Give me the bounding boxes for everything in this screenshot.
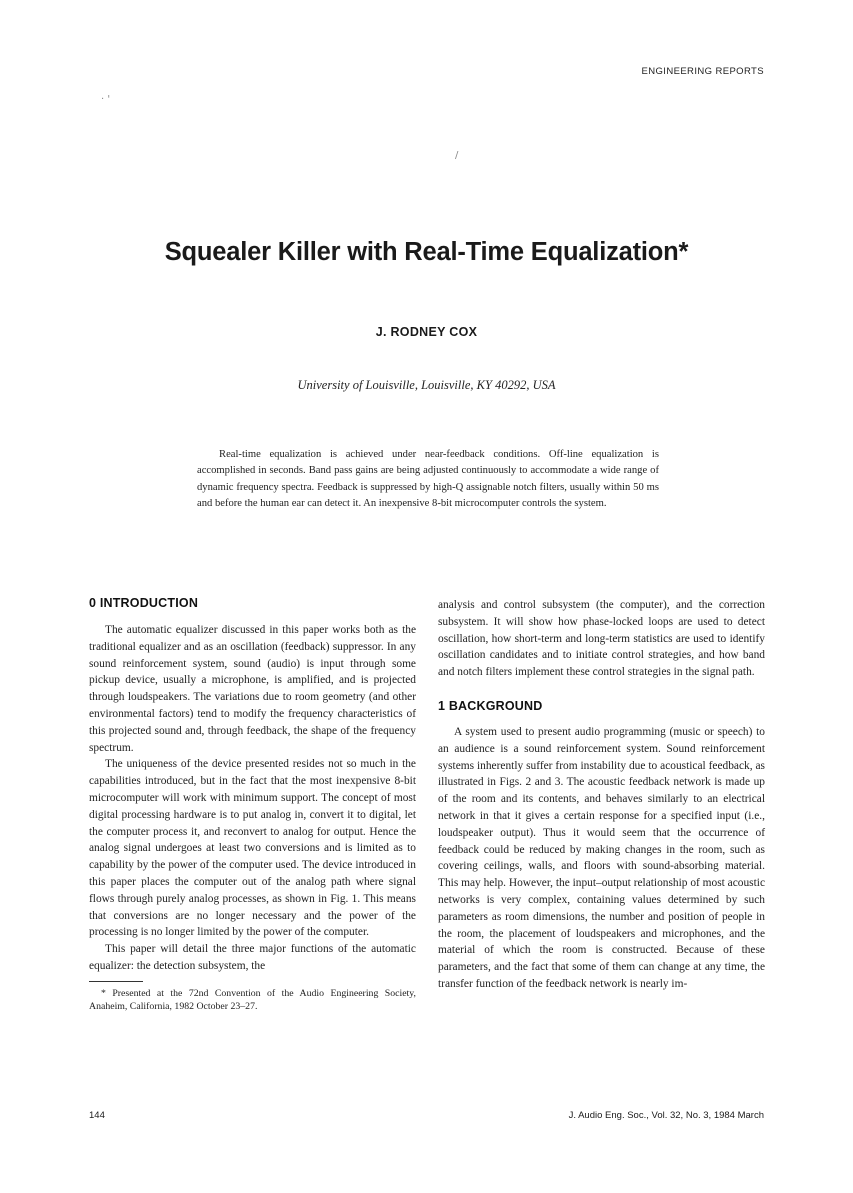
scan-speck: / bbox=[455, 150, 459, 161]
article-title: Squealer Killer with Real-Time Equalization* bbox=[164, 238, 689, 266]
article-author: J. RODNEY COX bbox=[375, 325, 478, 339]
journal-reference: J. Audio Eng. Soc., Vol. 32, No. 3, 1984 March bbox=[568, 1110, 764, 1121]
paragraph: The automatic equalizer discussed in this paper works both as the traditional equalizer and as an oscillation (feedback) suppressor. In any sound reinforcement system, sound (audio) is input through some pickup device, usually a microphone, is amplified, and is projected through loudspeakers. The variations due to room geometry (and other environmental factors) tend to modify the frequency characteristics of this projected sound and, through feedback, the shape of the frequency spectrum. bbox=[89, 624, 416, 754]
abstract: Real-time equalization is achieved under near-feedback conditions. Off-line equalization is accomplished in seconds. Band pass gains are being adjusted continuously to accommodate a wide range of dynamic frequency spectra. Feedback is suppressed by high-Q assignable notch filters, usually within 50 ms and before the human ear can detect it. An inexpensive 8-bit microcomputer controls the system. bbox=[197, 449, 659, 510]
paragraph: This paper will detail the three major functions of the automatic equalizer: the detection subsystem, the bbox=[89, 943, 416, 972]
section-heading-introduction: 0 INTRODUCTION bbox=[89, 596, 199, 610]
section-heading-background: 1 BACKGROUND bbox=[438, 698, 543, 713]
right-column bbox=[438, 597, 765, 993]
footnote: * Presented at the 72nd Convention of the Audio Engineering Society, Anaheim, California, 1982 October 23–27. bbox=[89, 987, 416, 1012]
footnote-divider bbox=[89, 981, 143, 982]
paragraph: A system used to present audio programming (music or speech) to an audience is a sound reinforcement system. Sound reinforcement systems inherently suffer from instability due to acoustical feedback, as illustrated in Figs. 2 and 3. The acoustic feedback network is made up of the room and its contents, and behaves similarly to an electrical network in that it gives a certain response for a specified input (i.e., loudspeaker output). Thus it would seem that the occurrence of feedback could be reduced by making changes in the room, such as covering ceilings, walls, and floors with sound-absorbing material. This may help. However, the input–output relationship of most acoustic networks is very complex, containing values determined by such parameters as room dimensions, the number and position of people in the room, the placement of loudspeakers and microphones, and the material of which the room is constructed. Because of these parameters, and the fact that some of them can change at any time, the transfer function of the feedback network is nearly im- bbox=[438, 725, 765, 990]
page-number: 144 bbox=[89, 1110, 105, 1121]
paragraph: The uniqueness of the device presented resides not so much in the capabilities introduced, but in the fact that the most inexpensive 8-bit microcomputer will work with minimum support. The concept of most digital processing hardware is to put analog in, convert it to digital, let the computer process it, and reconvert to analog for output. Hence the analog signal undergoes at least two conversions and is limited as to capability by the power of the computer used. The device introduced in this paper places the computer out of the analog path where signal flows through purely analog processes, as shown in Fig. 1. This means that conversions are no longer necessary and the power of the processing is no longer limited by the power of the computer. bbox=[89, 758, 416, 939]
scan-speck: · ' bbox=[101, 94, 111, 105]
paragraph-continued: analysis and control subsystem (the computer), and the correction subsystem. It will show how phase-locked loops are used to detect oscillation, how short-term and long-term statistics are used to identify oscillation candidates and to initiate control strategies, and how band and notch filters implement these control strategies in the signal path. bbox=[438, 599, 765, 679]
article-affiliation: University of Louisville, Louisville, KY 40292, USA bbox=[297, 378, 556, 392]
running-head: ENGINEERING REPORTS bbox=[641, 66, 764, 77]
left-column bbox=[89, 594, 416, 1013]
